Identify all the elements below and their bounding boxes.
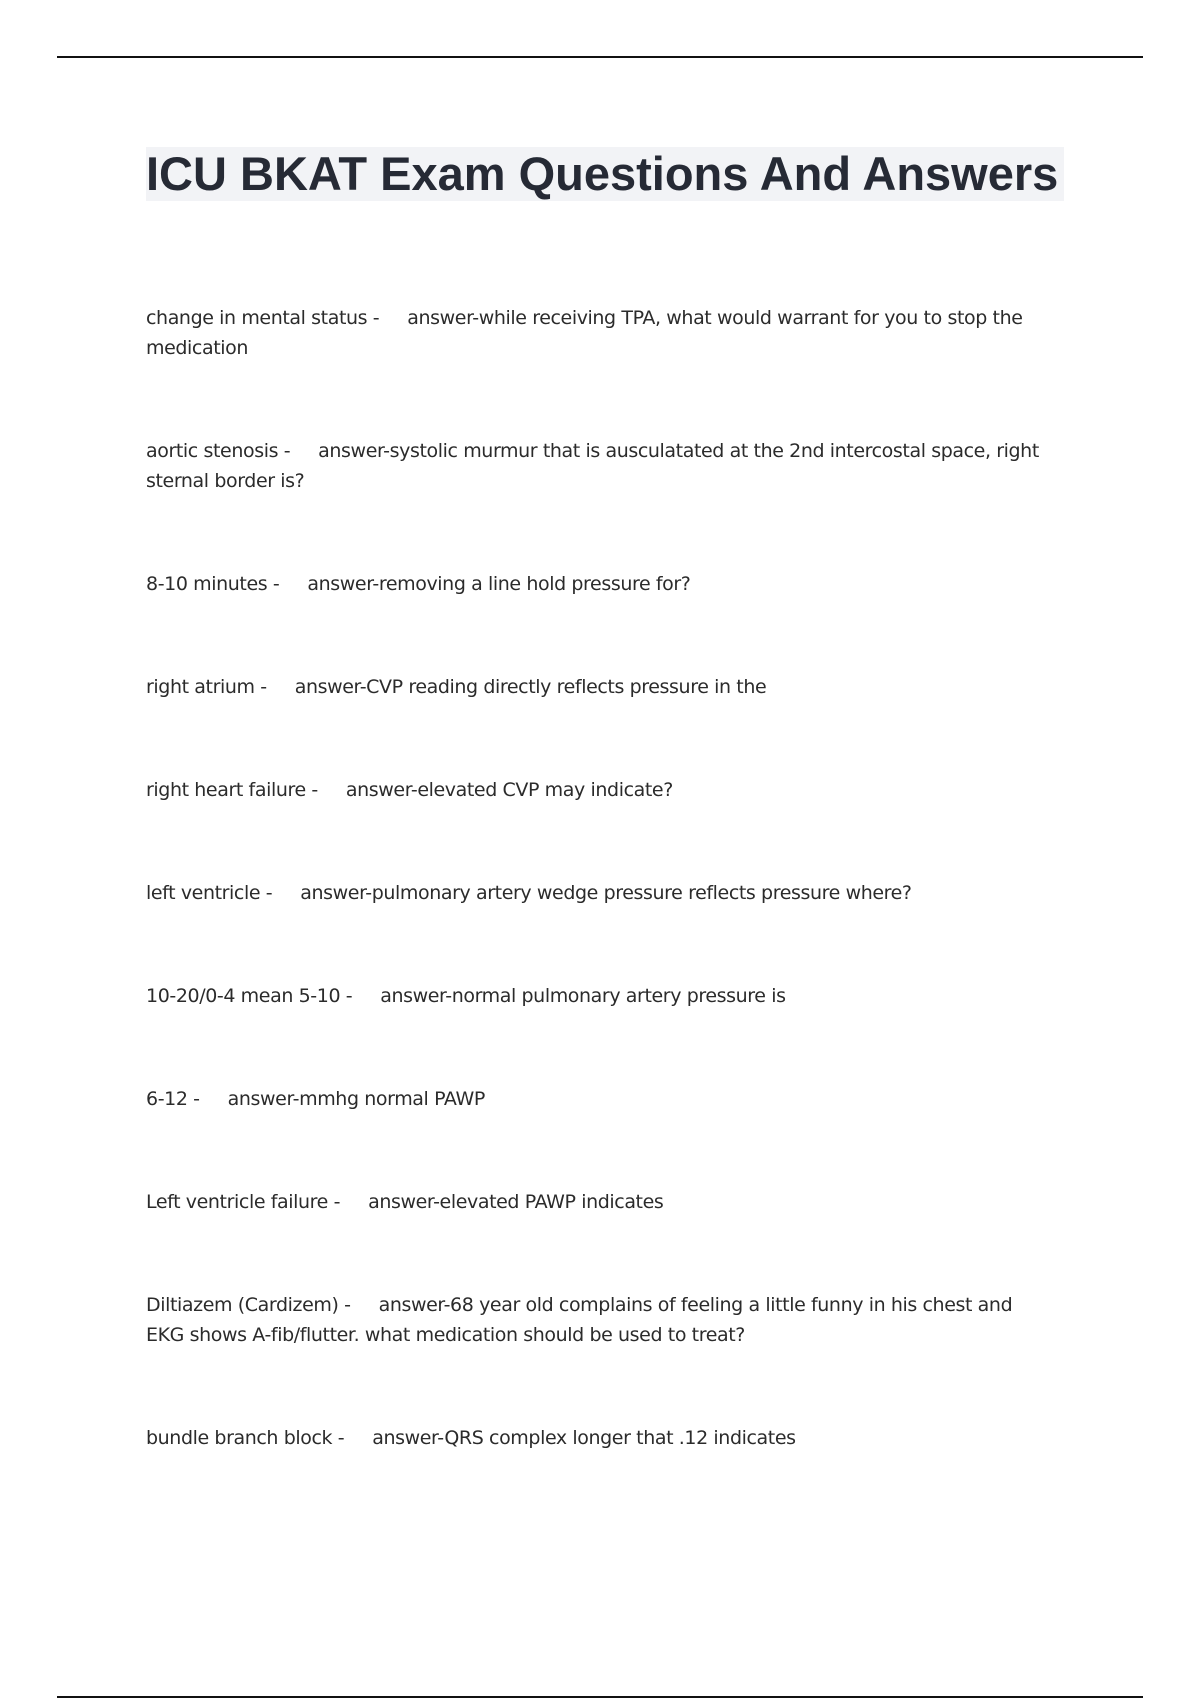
qa-term: 8-10 minutes - — [146, 573, 280, 595]
qa-item-5 — [146, 775, 1046, 805]
qa-term: bundle branch block - — [146, 1427, 345, 1449]
qa-term: 10-20/0-4 mean 5-10 - — [146, 985, 353, 1007]
qa-answer: answer-QRS complex longer that .12 indicates — [372, 1427, 796, 1449]
qa-item-3 — [146, 569, 1046, 599]
qa-term: left ventricle - — [146, 882, 273, 904]
qa-term: right atrium - — [146, 676, 267, 698]
qa-answer: answer-elevated CVP may indicate? — [345, 779, 673, 801]
qa-answer: answer-68 year old complains of feeling a little funny in his chest and EKG shows A-fib/flutter. what medication should be used to treat? — [146, 1294, 1013, 1346]
qa-term: Left ventricle failure - — [146, 1191, 341, 1213]
qa-item-6 — [146, 878, 1046, 908]
qa-answer: answer-elevated PAWP indicates — [368, 1191, 664, 1213]
qa-item-4 — [146, 672, 1046, 702]
qa-term: 6-12 - — [146, 1088, 200, 1110]
qa-item-11 — [146, 1423, 1046, 1453]
qa-term: right heart failure - — [146, 779, 318, 801]
qa-answer: answer-mmhg normal PAWP — [227, 1088, 485, 1110]
document-title: ICU BKAT Exam Questions And Answers — [146, 147, 1064, 201]
qa-item-2 — [146, 436, 1046, 496]
qa-term: aortic stenosis - — [146, 440, 291, 462]
bottom-rule — [57, 1696, 1143, 1698]
top-rule — [57, 56, 1143, 58]
qa-answer: answer-CVP reading directly reflects pressure in the — [294, 676, 767, 698]
qa-item-8 — [146, 1084, 1046, 1114]
qa-term: Diltiazem (Cardizem) - — [146, 1294, 351, 1316]
qa-term: change in mental status - — [146, 307, 380, 329]
qa-answer: answer-systolic murmur that is ausculatated at the 2nd intercostal space, right sternal border is? — [146, 440, 1039, 492]
qa-answer: answer-while receiving TPA, what would warrant for you to stop the medication — [146, 307, 1023, 359]
qa-answer: answer-pulmonary artery wedge pressure reflects pressure where? — [300, 882, 912, 904]
qa-item-10 — [146, 1290, 1046, 1350]
qa-item-1 — [146, 303, 1046, 363]
qa-answer: answer-removing a line hold pressure for? — [307, 573, 691, 595]
qa-answer: answer-normal pulmonary artery pressure is — [380, 985, 786, 1007]
qa-item-9 — [146, 1187, 1046, 1217]
qa-item-7 — [146, 981, 1046, 1011]
